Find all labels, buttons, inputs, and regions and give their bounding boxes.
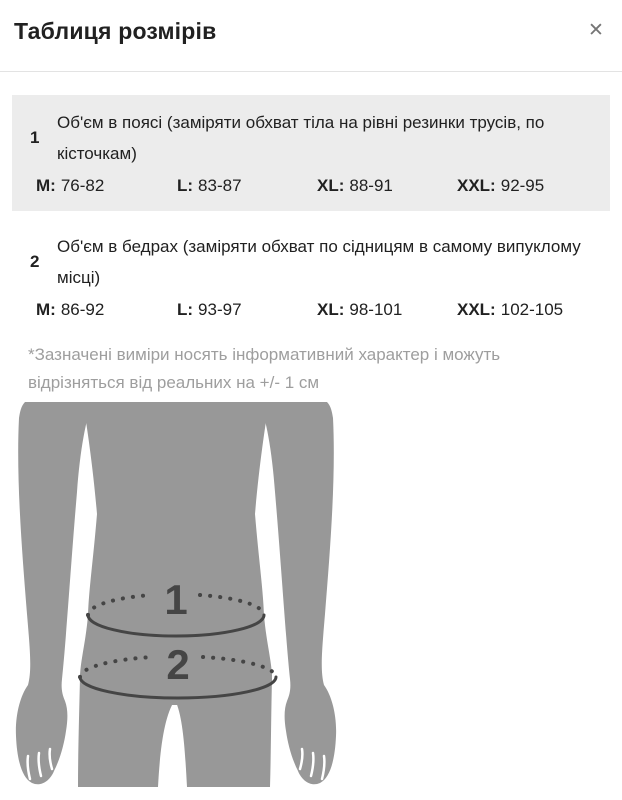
size-xxl: [457, 175, 598, 197]
section-description: Об'єм в поясі (заміряти обхват тіла на рівні резинки трусів, по кісточкам): [57, 113, 545, 163]
body-diagram-image: [5, 402, 385, 792]
disclaimer-note: *Зазначені виміри носять інформативний характер і можуть відрізняться від реальних на +/- 1 см: [28, 345, 501, 392]
size-value: 86-92: [60, 300, 105, 319]
size-value: 102-105: [500, 300, 564, 319]
size-value: 88-91: [349, 176, 393, 195]
size-value: 76-82: [60, 176, 105, 195]
size-label: XXL:: [457, 300, 496, 319]
close-icon[interactable]: ✕: [588, 19, 604, 41]
size-label: XL:: [317, 176, 345, 195]
size-l: [177, 299, 317, 321]
size-m: [36, 175, 177, 197]
size-label: M:: [36, 300, 56, 319]
section-description: Об'єм в бедрах (заміряти обхват по сідницям в самому випуклому місці): [57, 237, 581, 287]
size-value: 83-87: [198, 176, 242, 195]
size-value: 93-97: [198, 300, 242, 319]
measurement-section-waist: [12, 95, 610, 211]
size-label: XL:: [317, 300, 345, 319]
section-number: 2: [30, 252, 40, 271]
size-label: M:: [36, 176, 56, 195]
finger-lines: [28, 749, 325, 779]
size-label: XXL:: [457, 176, 496, 195]
section-desc-row: [30, 107, 598, 169]
size-m: [36, 299, 177, 321]
size-label: L:: [177, 176, 194, 195]
size-value: 98-101: [349, 300, 403, 319]
hip-number-label: 2: [166, 641, 190, 688]
modal-title: Таблиця розмірів: [14, 18, 217, 44]
section-desc-row: [30, 231, 598, 293]
size-values-row: [36, 175, 598, 197]
diagram-container: [5, 402, 622, 797]
legs-shape: [78, 678, 272, 787]
size-xxl: [457, 299, 598, 321]
size-label: L:: [177, 300, 194, 319]
size-l: [177, 175, 317, 197]
size-xl: [317, 299, 457, 321]
section-number: 1: [30, 128, 40, 147]
size-values-row: [36, 299, 598, 321]
measurement-section-hips: [12, 219, 610, 321]
size-xl: [317, 175, 457, 197]
waist-number-label: 1: [164, 576, 188, 623]
modal-header: [0, 0, 622, 72]
size-value: 92-95: [500, 176, 545, 195]
